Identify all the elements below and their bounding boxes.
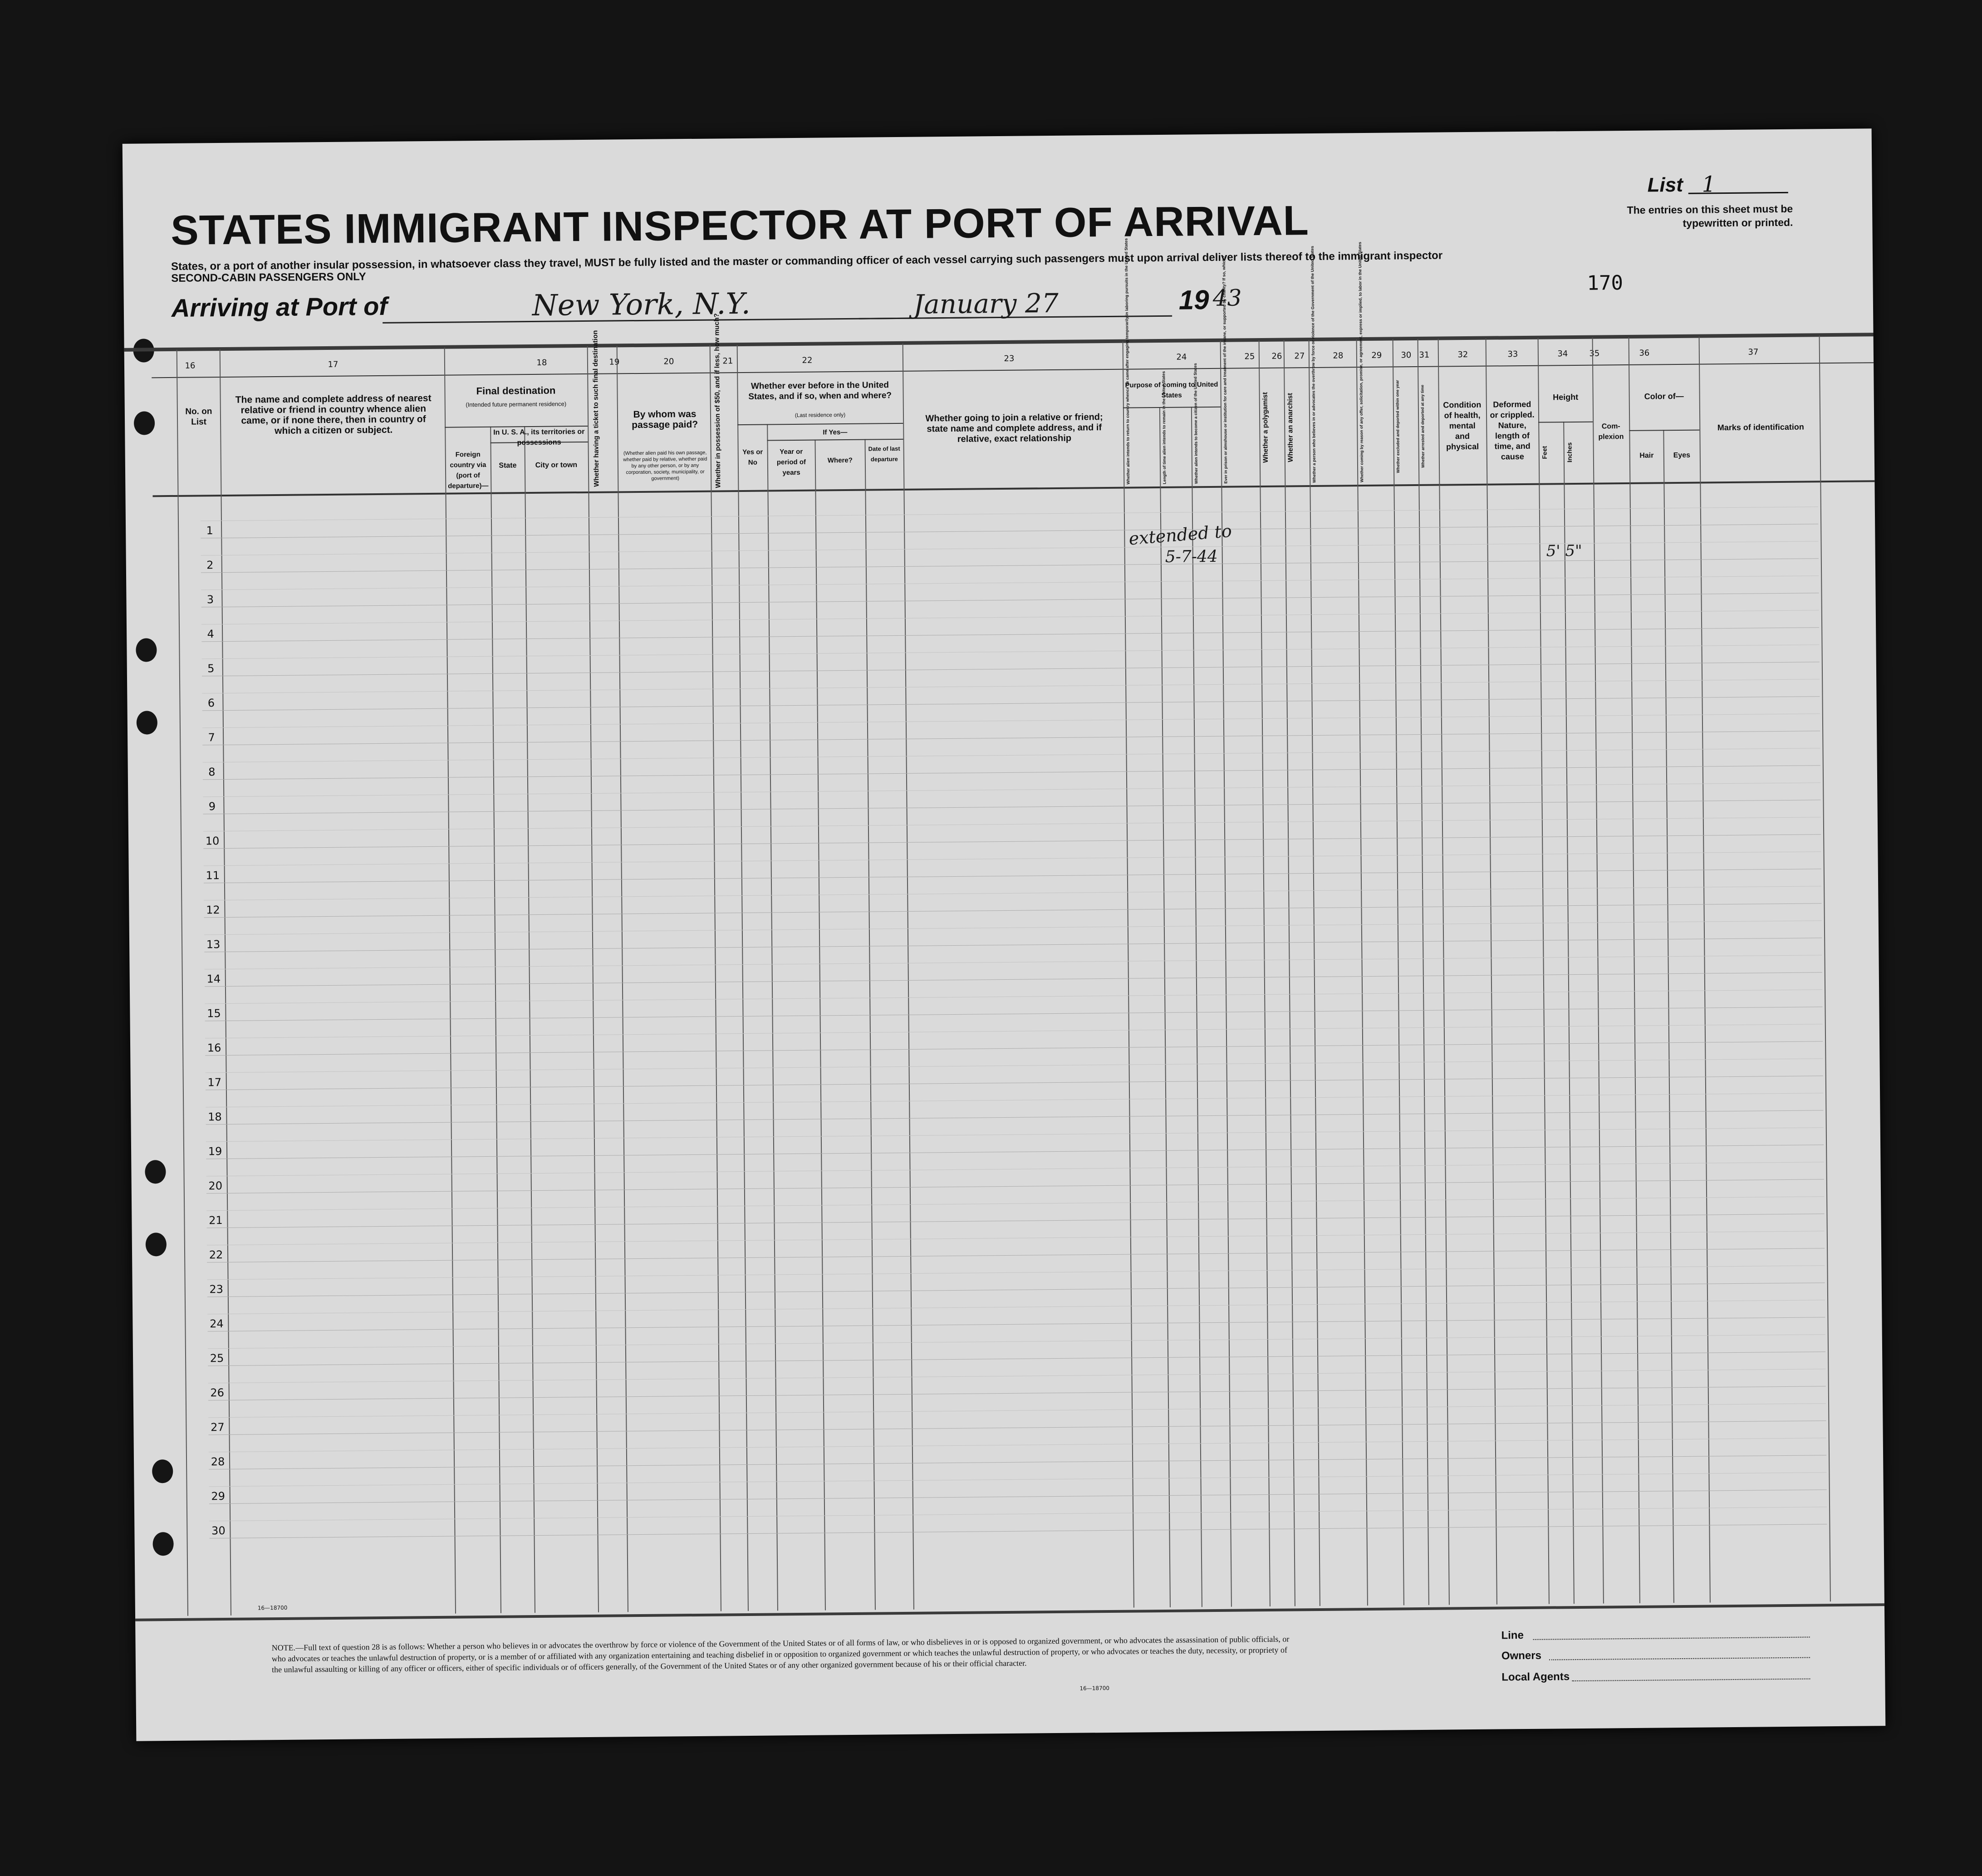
row-line (208, 1317, 1825, 1331)
header-inches: Inches (1565, 442, 1573, 462)
header-ever-before: Whether ever before in the United States, and if so, when and where? (748, 380, 892, 402)
row-subline (204, 920, 1822, 935)
colnum-21: 21 (722, 356, 733, 366)
col-line (1356, 339, 1368, 1606)
header-excluded-deported: Whether excluded and deported within one year (1395, 380, 1401, 473)
colnum-22: 22 (802, 355, 813, 365)
col-line (587, 346, 599, 1612)
row-subline (209, 1507, 1827, 1521)
header-anarchist: Whether an anarchist (1286, 393, 1295, 462)
colnum-32: 32 (1457, 350, 1468, 360)
row-subline (201, 575, 1819, 590)
header-by-whom-note: (Whether alien paid his own passage, whether paid by relative, whether paid by any other person, or by any corporation, society, municipality, or government) (623, 450, 707, 481)
row-number: 19 (208, 1145, 222, 1158)
col-line (1259, 340, 1271, 1606)
col-line (864, 439, 876, 1610)
header-possession-50: Whether in possession of $50, and if less, how much? (713, 313, 722, 488)
col-line (1418, 339, 1429, 1605)
row-subline (208, 1403, 1826, 1418)
row-line (202, 731, 1820, 745)
row-number: 11 (206, 869, 220, 882)
header-marks: Marks of identification (1717, 422, 1804, 432)
row-subline (206, 1162, 1824, 1176)
subhead-line (767, 439, 903, 441)
punch-hole (146, 1233, 167, 1256)
row-line (205, 1041, 1823, 1056)
header-purpose-b: Length of time alien intends to remain in the United States (1161, 371, 1167, 484)
row-number: 13 (206, 938, 221, 951)
header-if-yes: If Yes— (823, 428, 848, 437)
subtitle-line-2: SECOND-CABIN PASSENGERS ONLY (171, 270, 366, 285)
footer-form-number: 16—18700 (1079, 1685, 1110, 1692)
punch-hole (134, 411, 155, 435)
row-number: 23 (209, 1283, 224, 1296)
colnum-26: 26 (1271, 351, 1282, 361)
header-nearest-relative: The name and complete address of nearest relative or friend in country whence alien came, or if none there, then in country of which a citizen or subject. (235, 393, 432, 436)
row-number: 21 (209, 1214, 223, 1227)
header-ever-before-note: (Last residence only) (795, 412, 846, 418)
line-field[interactable] (1533, 1637, 1810, 1640)
stamp-number: 170 (1587, 271, 1624, 295)
col-line (1592, 338, 1604, 1604)
row-subline (207, 1265, 1825, 1280)
row-subline (206, 1196, 1824, 1211)
row-subline (209, 1438, 1826, 1452)
arriving-label: Arriving at Port of (171, 291, 388, 322)
header-deformed: Deformed or crippled. Nature, length of time, and cause (1490, 399, 1535, 462)
row-number: 18 (208, 1110, 222, 1124)
header-color-of: Color of— (1644, 391, 1684, 401)
col-line (710, 345, 721, 1611)
header-offer-labor: Whether coming by reason of any offer, solicitation, promise, or agreement, express or implied, to labor in the United States (1357, 241, 1364, 483)
header-eyes: Eyes (1673, 451, 1691, 460)
row-line (207, 1248, 1825, 1262)
header-height: Height (1553, 392, 1579, 402)
punch-hole (152, 1532, 173, 1556)
punch-hole (152, 1459, 173, 1483)
row-line (206, 1144, 1824, 1159)
punch-hole (136, 638, 157, 662)
header-hair: Hair (1639, 452, 1654, 460)
row-number: 7 (208, 731, 215, 744)
header-arrested-deported: Whether arrested and deported at any time (1420, 384, 1426, 468)
manifest-sheet (123, 128, 1886, 1741)
col-line (1699, 337, 1711, 1603)
row-number: 9 (208, 800, 216, 813)
row-line (202, 662, 1820, 676)
row-subline (203, 817, 1821, 831)
col-line (1819, 335, 1831, 1601)
list-value: 1 (1702, 172, 1716, 197)
row-line (205, 972, 1822, 987)
header-prison-almshouse: Ever in prison or almshouse or institution for care and treatment of the insane, or supported by charity? If so, which? (1221, 255, 1228, 484)
local-agents-label: Local Agents (1501, 1670, 1570, 1684)
row-line (201, 524, 1818, 538)
row-subline (205, 989, 1822, 1004)
page-title: STATES IMMIGRANT INSPECTOR AT PORT OF ARRIVAL (170, 197, 1310, 254)
colnum-17: 17 (328, 359, 339, 369)
colnum-25: 25 (1244, 352, 1255, 362)
header-polygamist: Whether a polygamist (1261, 392, 1270, 463)
row-number: 26 (210, 1386, 225, 1400)
col-line (1309, 340, 1320, 1606)
colnum-23: 23 (1004, 354, 1015, 363)
col-line (1629, 337, 1640, 1603)
col-line (1538, 338, 1550, 1604)
subhead-line (1538, 422, 1593, 423)
row-subline (201, 506, 1818, 521)
header-purpose-a: Whether alien intends to return to country whence he came after engaging temporarily in laboring pursuits in the United States (1123, 238, 1131, 485)
row-line (206, 1076, 1823, 1090)
row-number: 20 (208, 1179, 223, 1193)
row-subline (205, 955, 1822, 969)
colnum-16: 16 (185, 361, 196, 371)
row-line (203, 800, 1821, 814)
row-subline (204, 851, 1821, 866)
row-line (206, 1179, 1824, 1193)
header-ticket: Whether having a ticket to such final destination (591, 330, 601, 487)
col-line (1663, 430, 1674, 1603)
line-label: Line (1501, 1629, 1524, 1642)
col-line (1563, 422, 1575, 1604)
row-subline (208, 1334, 1825, 1349)
punch-hole (145, 1160, 166, 1184)
header-final-destination: Final destination (476, 384, 556, 397)
row-line (203, 834, 1821, 849)
row-number: 3 (206, 593, 214, 606)
row-number: 25 (210, 1352, 224, 1365)
row-subline (209, 1472, 1827, 1487)
header-yes-or-no: Yes or No (742, 448, 763, 467)
header-bottom-rule (152, 480, 1874, 497)
row-subline (206, 1127, 1824, 1142)
col-line (617, 346, 628, 1612)
col-line (737, 345, 749, 1611)
header-date-last-departure: Date of last departure (868, 445, 900, 463)
row-number: 10 (205, 835, 220, 848)
header-by-whom: By whom was passage paid? (632, 408, 698, 431)
row-line (202, 696, 1820, 711)
row-number: 22 (209, 1248, 223, 1262)
colnum-19: 19 (609, 357, 620, 367)
extended-date: 5-7-44 (1165, 547, 1218, 566)
row-number: 4 (207, 628, 214, 641)
year-suffix: 43 (1212, 285, 1242, 311)
row-number: 14 (206, 972, 221, 986)
row-line (209, 1455, 1826, 1469)
year-prefix: 19 (1178, 285, 1209, 315)
colnum-20: 20 (663, 357, 674, 367)
row-line (204, 903, 1822, 918)
owners-label: Owners (1501, 1649, 1542, 1662)
row-number: 5 (207, 662, 215, 675)
header-in-usa: In U. S. A., its territories or possessions (493, 428, 585, 447)
row-number: 16 (207, 1041, 221, 1055)
colnum-30: 30 (1401, 350, 1412, 360)
form-number: 16—18700 (257, 1604, 288, 1611)
row-number: 12 (206, 904, 220, 917)
height-entry: 5' 5" (1546, 541, 1582, 560)
row-subline (207, 1300, 1825, 1314)
local-agents-field[interactable] (1572, 1679, 1810, 1682)
bottom-rule (135, 1603, 1884, 1621)
subhead-line (737, 423, 903, 425)
col-line (1393, 339, 1404, 1605)
colnum-29: 29 (1371, 350, 1382, 360)
row-line (205, 1007, 1823, 1021)
port-value: New York, N.Y. (532, 287, 751, 323)
colnum-28: 28 (1333, 351, 1344, 361)
colnum-36: 36 (1639, 348, 1650, 358)
top-rule (124, 333, 1874, 352)
row-line (201, 593, 1819, 607)
row-line (208, 1351, 1825, 1366)
row-number: 15 (207, 1007, 221, 1020)
header-final-destination-note: (Intended future permanent residence) (466, 400, 567, 408)
footer-note: NOTE.—Full text of question 28 is as follows: Whether a person who believes in or advocates the overthrow by force or violence of the Government of the United States or of all forms of law, or who disbelieves in or is opposed to organized government, or who advocates the assassination of public officials, or who advocates or teaches the unlawful destruction of property, or is a member of or affiliated with any organization entertaining and teaching disbelief in or opposition to organized government or which teaches the unlawful destruction of property, or who advocates or teaches the duty, necessity, or propriety of the unlawful assaulting or killing of any officer or officers, either of specific individuals or of officers generally, of the Government of the United States or of any other organized government because of his or their official character. (271, 1634, 1290, 1675)
row-line (201, 627, 1819, 642)
colnum-31: 31 (1419, 350, 1430, 360)
row-subline (206, 1058, 1823, 1073)
subtitle-line-1: States, or a port of another insular possession, in whatsoever class they travel, MUST be fully listed and the master or commanding officer of each vessel carrying such passengers must upon arrival deliver lists thereof to the immigrant inspector (171, 249, 1443, 273)
row-number: 2 (206, 559, 214, 572)
col-line (1438, 339, 1450, 1605)
header-overthrow: Whether a person who believes in or advocates the overthrow by force or violence of the Government of the United States (1310, 246, 1317, 483)
row-line (204, 938, 1822, 952)
header-condition-health: Condition of health, mental and physical (1443, 400, 1482, 452)
row-subline (202, 679, 1820, 693)
header-year-or-period: Year or period of years (776, 447, 806, 477)
owners-field[interactable] (1549, 1657, 1810, 1660)
header-no-on-list: No. on List (185, 407, 212, 427)
date-value: January 27 (913, 287, 1059, 320)
row-line (207, 1213, 1825, 1228)
header-complexion: Com-plexion (1598, 422, 1624, 441)
row-number: 17 (207, 1076, 222, 1089)
row-number: 28 (211, 1455, 225, 1468)
list-label: List (1647, 173, 1683, 196)
header-feet: Feet (1540, 446, 1548, 459)
col-line (1191, 407, 1202, 1607)
punch-hole (137, 711, 157, 734)
header-city-or-town: City or town (535, 461, 578, 469)
row-line (209, 1420, 1826, 1435)
row-line (201, 558, 1819, 573)
col-line (814, 440, 826, 1611)
colnum-27: 27 (1294, 351, 1305, 361)
col-line (903, 344, 914, 1610)
colnum-33: 33 (1507, 349, 1518, 359)
row-subline (206, 1093, 1823, 1107)
row-subline (201, 610, 1819, 624)
row-line (204, 869, 1821, 883)
row-line (203, 765, 1820, 780)
row-line (209, 1489, 1827, 1504)
row-subline (202, 713, 1820, 728)
colnum-34: 34 (1557, 349, 1568, 359)
subhead-line (1629, 430, 1699, 431)
header-where: Where? (827, 456, 853, 465)
row-subline (203, 748, 1820, 762)
row-number: 24 (210, 1317, 224, 1331)
row-line (206, 1110, 1824, 1125)
row-number: 1 (206, 524, 213, 537)
row-subline (202, 644, 1820, 659)
header-purpose: Purpose of coming to United States (1125, 380, 1218, 399)
col-line (1159, 407, 1171, 1607)
row-number: 29 (211, 1490, 226, 1503)
col-line (1284, 340, 1295, 1606)
subhead-line (1123, 407, 1221, 408)
header-join-relative: Whether going to join a relative or friend; state name and complete address, and if relative, exact relationship (925, 412, 1103, 444)
header-purpose-c: Whether alien intends to become a citizen of the United States (1193, 363, 1199, 484)
row-number: 8 (208, 766, 216, 779)
row-number: 30 (211, 1524, 226, 1537)
row-subline (204, 886, 1821, 900)
colnum-18: 18 (536, 358, 547, 368)
col-line (177, 350, 188, 1616)
list-underline (1688, 192, 1788, 194)
entries-note: The entries on this sheet must be typewritten or printed. (1627, 202, 1793, 229)
row-number: 6 (207, 697, 215, 710)
colnum-37: 37 (1748, 347, 1759, 357)
row-subline (205, 1024, 1823, 1038)
colnum-35: 35 (1589, 349, 1600, 359)
col-line (1486, 339, 1497, 1605)
row-subline (207, 1231, 1825, 1245)
colnum-24: 24 (1176, 352, 1187, 362)
row-line (210, 1524, 1827, 1538)
row-number: 27 (211, 1421, 225, 1434)
extended-to-note: extended to (1128, 521, 1233, 549)
row-line (207, 1282, 1825, 1297)
row-subline (208, 1369, 1826, 1383)
row-subline (203, 782, 1820, 797)
row-line (208, 1386, 1826, 1400)
header-state: State (499, 462, 517, 470)
col-line (444, 348, 456, 1614)
header-foreign-country: Foreign country via (port of departure)— (448, 451, 489, 490)
